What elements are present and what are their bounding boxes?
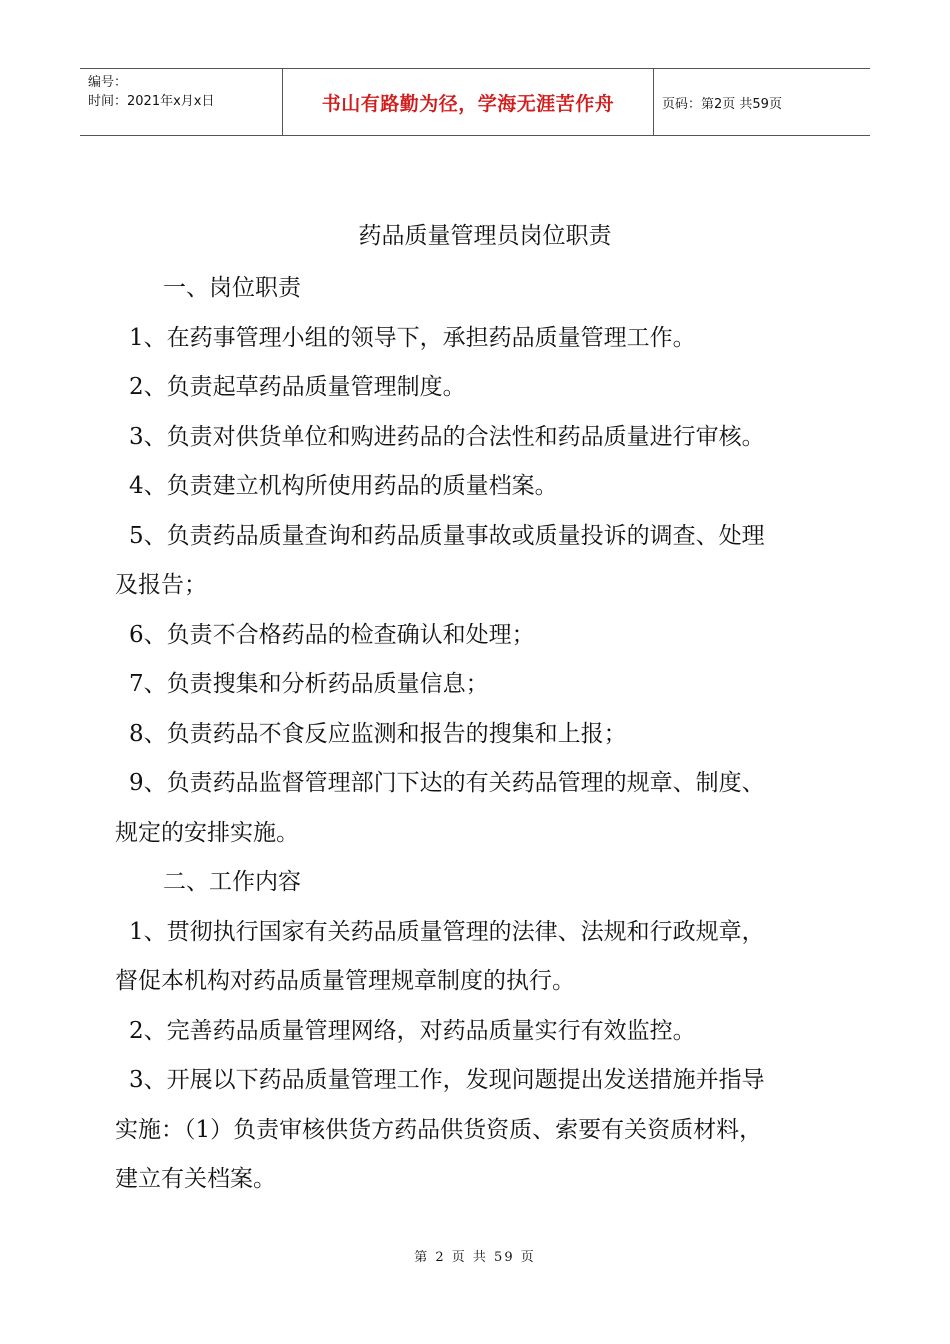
document-body (115, 216, 855, 1205)
work-item-continuation: 督促本机构对药品质量管理规章制度的执行。 (115, 968, 575, 994)
header-motto: 书山有路勤为径，学海无涯苦作舟 (282, 69, 654, 135)
duty-item: 2、负责起草药品质量管理制度。 (129, 374, 466, 400)
document-title: 药品质量管理员岗位职责 (358, 223, 612, 249)
duty-item: 6、负责不合格药品的检查确认和处理； (129, 621, 535, 648)
duty-item: 3、负责对供货单位和购进药品的合法性和药品质量进行审核。 (129, 423, 765, 450)
work-item: 2、完善药品质量管理网络，对药品质量实行有效监控。 (129, 1017, 696, 1044)
header-number-label: 编号： (88, 75, 128, 90)
section-heading-work-content: 二、工作内容 (163, 869, 301, 895)
page-footer: 第 2 页 共 59 页 (414, 1250, 536, 1265)
duty-item-continuation: 规定的安排实施。 (115, 819, 299, 846)
header-page-info: 页码：第2页 共59页 (662, 96, 782, 112)
duty-item-continuation: 及报告； (115, 572, 207, 598)
section-heading-duties: 一、岗位职责 (163, 275, 301, 301)
header-time-label: 时间：2021年x月x日 (88, 94, 215, 109)
duty-item: 8、负责药品不食反应监测和报告的搜集和上报； (129, 720, 627, 747)
duty-item: 1、在药事管理小组的领导下，承担药品质量管理工作。 (129, 324, 696, 351)
document-header (80, 68, 870, 136)
duty-item: 4、负责建立机构所使用药品的质量档案。 (129, 473, 558, 499)
duty-item: 5、负责药品质量查询和药品质量事故或质量投诉的调查、处理 (129, 522, 765, 549)
work-item: 3、开展以下药品质量管理工作，发现问题提出发送措施并指导 (129, 1067, 765, 1093)
work-item-continuation: 实施：（1）负责审核供货方药品供货资质、索要有关资质材料， (115, 1116, 763, 1143)
duty-item: 7、负责搜集和分析药品质量信息； (129, 671, 489, 697)
header-meta (80, 69, 282, 135)
work-item-continuation: 建立有关档案。 (115, 1166, 276, 1192)
work-item: 1、贯彻执行国家有关药品质量管理的法律、法规和行政规章， (129, 918, 765, 945)
duty-item: 9、负责药品监督管理部门下达的有关药品管理的规章、制度、 (129, 770, 765, 796)
